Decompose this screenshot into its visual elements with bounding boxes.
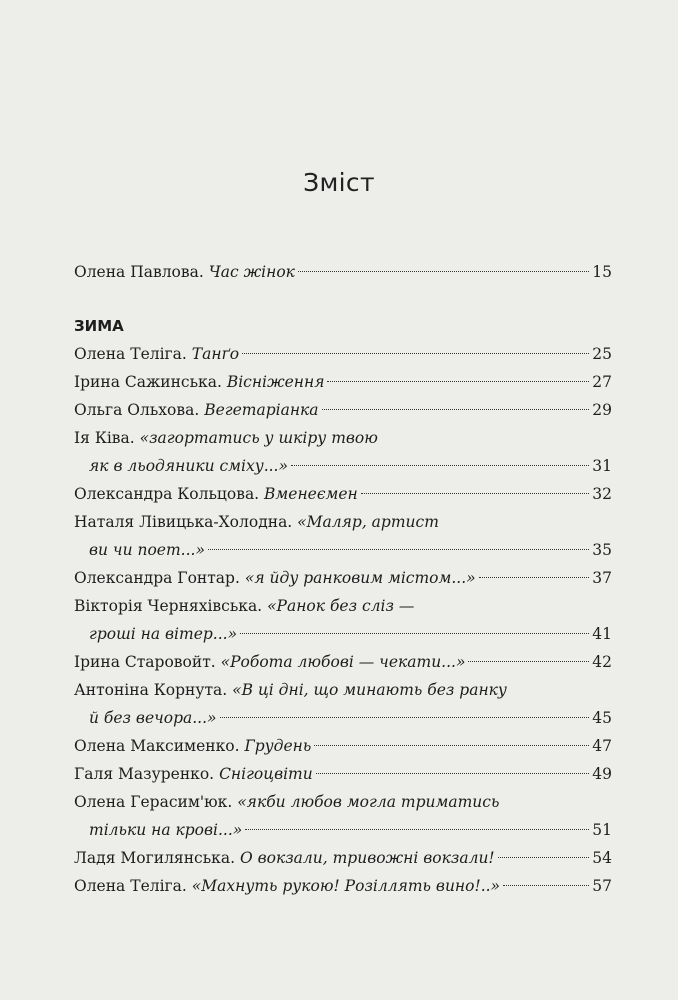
- entry-title: «я йду ранковим містом...»: [244, 569, 476, 587]
- toc-line: [74, 844, 612, 872]
- dot-leader: [220, 716, 590, 718]
- entry-author: Олена Герасим'юк.: [74, 793, 233, 811]
- toc-line: [74, 368, 612, 396]
- entry-author: Ірина Сажинська.: [74, 373, 222, 391]
- entry-author: Вікторія Черняхівська.: [74, 597, 263, 615]
- entry-page-number: 49: [592, 765, 612, 783]
- page-title: Зміст: [303, 168, 375, 197]
- entry-author: Олена Теліга.: [74, 877, 187, 895]
- entry-page-number: 41: [592, 625, 612, 643]
- toc-line-continued: [74, 536, 612, 564]
- dot-leader: [322, 408, 590, 410]
- entry-page-number: 15: [592, 263, 612, 281]
- entry-author: Олена Максименко.: [74, 737, 240, 755]
- entry-author: Олена Павлова.: [74, 263, 204, 281]
- toc-line-continued: [74, 816, 612, 844]
- entry-author: Олександра Гонтар.: [74, 569, 240, 587]
- entry-author: Антоніна Корнута.: [74, 681, 228, 699]
- toc-entry: [74, 424, 612, 480]
- entry-page-number: 54: [592, 849, 612, 867]
- entry-title-continued: ви чи поет...»: [89, 541, 205, 559]
- entry-page-number: 47: [592, 737, 612, 755]
- table-of-contents: [74, 258, 612, 900]
- dot-leader: [245, 828, 589, 830]
- entry-title: «Робота любові — чекати...»: [220, 653, 466, 671]
- entry-title-continued: як в льодяники сміху...»: [89, 457, 288, 475]
- entry-title: «Маляр, артист: [297, 513, 439, 531]
- entry-page-number: 57: [592, 877, 612, 895]
- toc-entry: [74, 396, 612, 424]
- dot-leader: [208, 548, 589, 550]
- entry-author: Галя Мазуренко.: [74, 765, 215, 783]
- toc-line: [74, 340, 612, 368]
- toc-line-continued: [74, 620, 612, 648]
- toc-entries: [74, 340, 612, 900]
- dot-leader: [291, 464, 589, 466]
- dot-leader: [479, 576, 590, 578]
- toc-entry: [74, 592, 612, 648]
- entry-author: Олександра Кольцова.: [74, 485, 260, 503]
- toc-line: [74, 480, 612, 508]
- entry-author: Наталя Лівицька-Холодна.: [74, 513, 293, 531]
- section-heading-winter: ЗИМА: [74, 317, 124, 335]
- toc-entry: [74, 508, 612, 564]
- toc-entry: [74, 648, 612, 676]
- toc-entry: [74, 676, 612, 732]
- entry-title: «Махнуть рукою! Розіллять вино!..»: [191, 877, 501, 895]
- entry-page-number: 42: [592, 653, 612, 671]
- dot-leader: [327, 380, 589, 382]
- entry-page-number: 31: [592, 457, 612, 475]
- entry-author: Олена Теліга.: [74, 345, 187, 363]
- entry-title: О вокзали, тривожні вокзали!: [239, 849, 495, 867]
- entry-title: «Ранок без сліз —: [267, 597, 415, 615]
- dot-leader: [361, 492, 590, 494]
- entry-title: Снігоцвіти: [219, 765, 313, 783]
- dot-leader: [298, 270, 589, 272]
- toc-line: [74, 396, 612, 424]
- entry-author: Ольга Ольхова.: [74, 401, 200, 419]
- toc-line: [74, 872, 612, 900]
- dot-leader: [316, 772, 590, 774]
- entry-page-number: 27: [592, 373, 612, 391]
- dot-leader: [498, 856, 590, 858]
- toc-entry: [74, 564, 612, 592]
- entry-page-number: 29: [592, 401, 612, 419]
- dot-leader: [503, 884, 589, 886]
- entry-author: Ірина Старовойт.: [74, 653, 216, 671]
- toc-entry: [74, 760, 612, 788]
- entry-title: Вегетаріанка: [204, 401, 319, 419]
- toc-entry: [74, 732, 612, 760]
- entry-title-continued: й без вечора...»: [89, 709, 217, 727]
- entry-title: Вменеємен: [264, 485, 358, 503]
- toc-line: [74, 592, 612, 620]
- toc-line: [74, 424, 612, 452]
- entry-author: Ія Ківа.: [74, 429, 135, 447]
- entry-page-number: 32: [592, 485, 612, 503]
- entry-title: «В ці дні, що минають без ранку: [232, 681, 507, 699]
- toc-entry: [74, 788, 612, 844]
- toc-entry-intro: [74, 258, 612, 286]
- entry-title-continued: тільки на крові...»: [89, 821, 243, 839]
- entry-title-continued: гроші на вітер...»: [89, 625, 238, 643]
- toc-line: [74, 258, 612, 286]
- dot-leader: [314, 744, 589, 746]
- toc-line: [74, 508, 612, 536]
- toc-line: [74, 732, 612, 760]
- entry-title: «загортатись у шкіру твою: [139, 429, 378, 447]
- toc-line: [74, 676, 612, 704]
- dot-leader: [240, 632, 589, 634]
- toc-line: [74, 760, 612, 788]
- dot-leader: [242, 352, 589, 354]
- toc-line: [74, 788, 612, 816]
- toc-line-continued: [74, 704, 612, 732]
- entry-page-number: 35: [592, 541, 612, 559]
- toc-entry: [74, 480, 612, 508]
- entry-author: Ладя Могилянська.: [74, 849, 236, 867]
- toc-entry: [74, 368, 612, 396]
- entry-page-number: 25: [592, 345, 612, 363]
- entry-title: Грудень: [244, 737, 312, 755]
- toc-entry: [74, 340, 612, 368]
- entry-page-number: 51: [592, 821, 612, 839]
- entry-page-number: 45: [592, 709, 612, 727]
- entry-page-number: 37: [592, 569, 612, 587]
- toc-line: [74, 564, 612, 592]
- entry-title: Танґо: [191, 345, 240, 363]
- dot-leader: [468, 660, 589, 662]
- toc-entry: [74, 872, 612, 900]
- entry-title: Вісніження: [226, 373, 325, 391]
- toc-entry: [74, 844, 612, 872]
- entry-title: «якби любов могла триматись: [237, 793, 500, 811]
- toc-line: [74, 648, 612, 676]
- toc-line-continued: [74, 452, 612, 480]
- entry-title: Час жінок: [208, 263, 295, 281]
